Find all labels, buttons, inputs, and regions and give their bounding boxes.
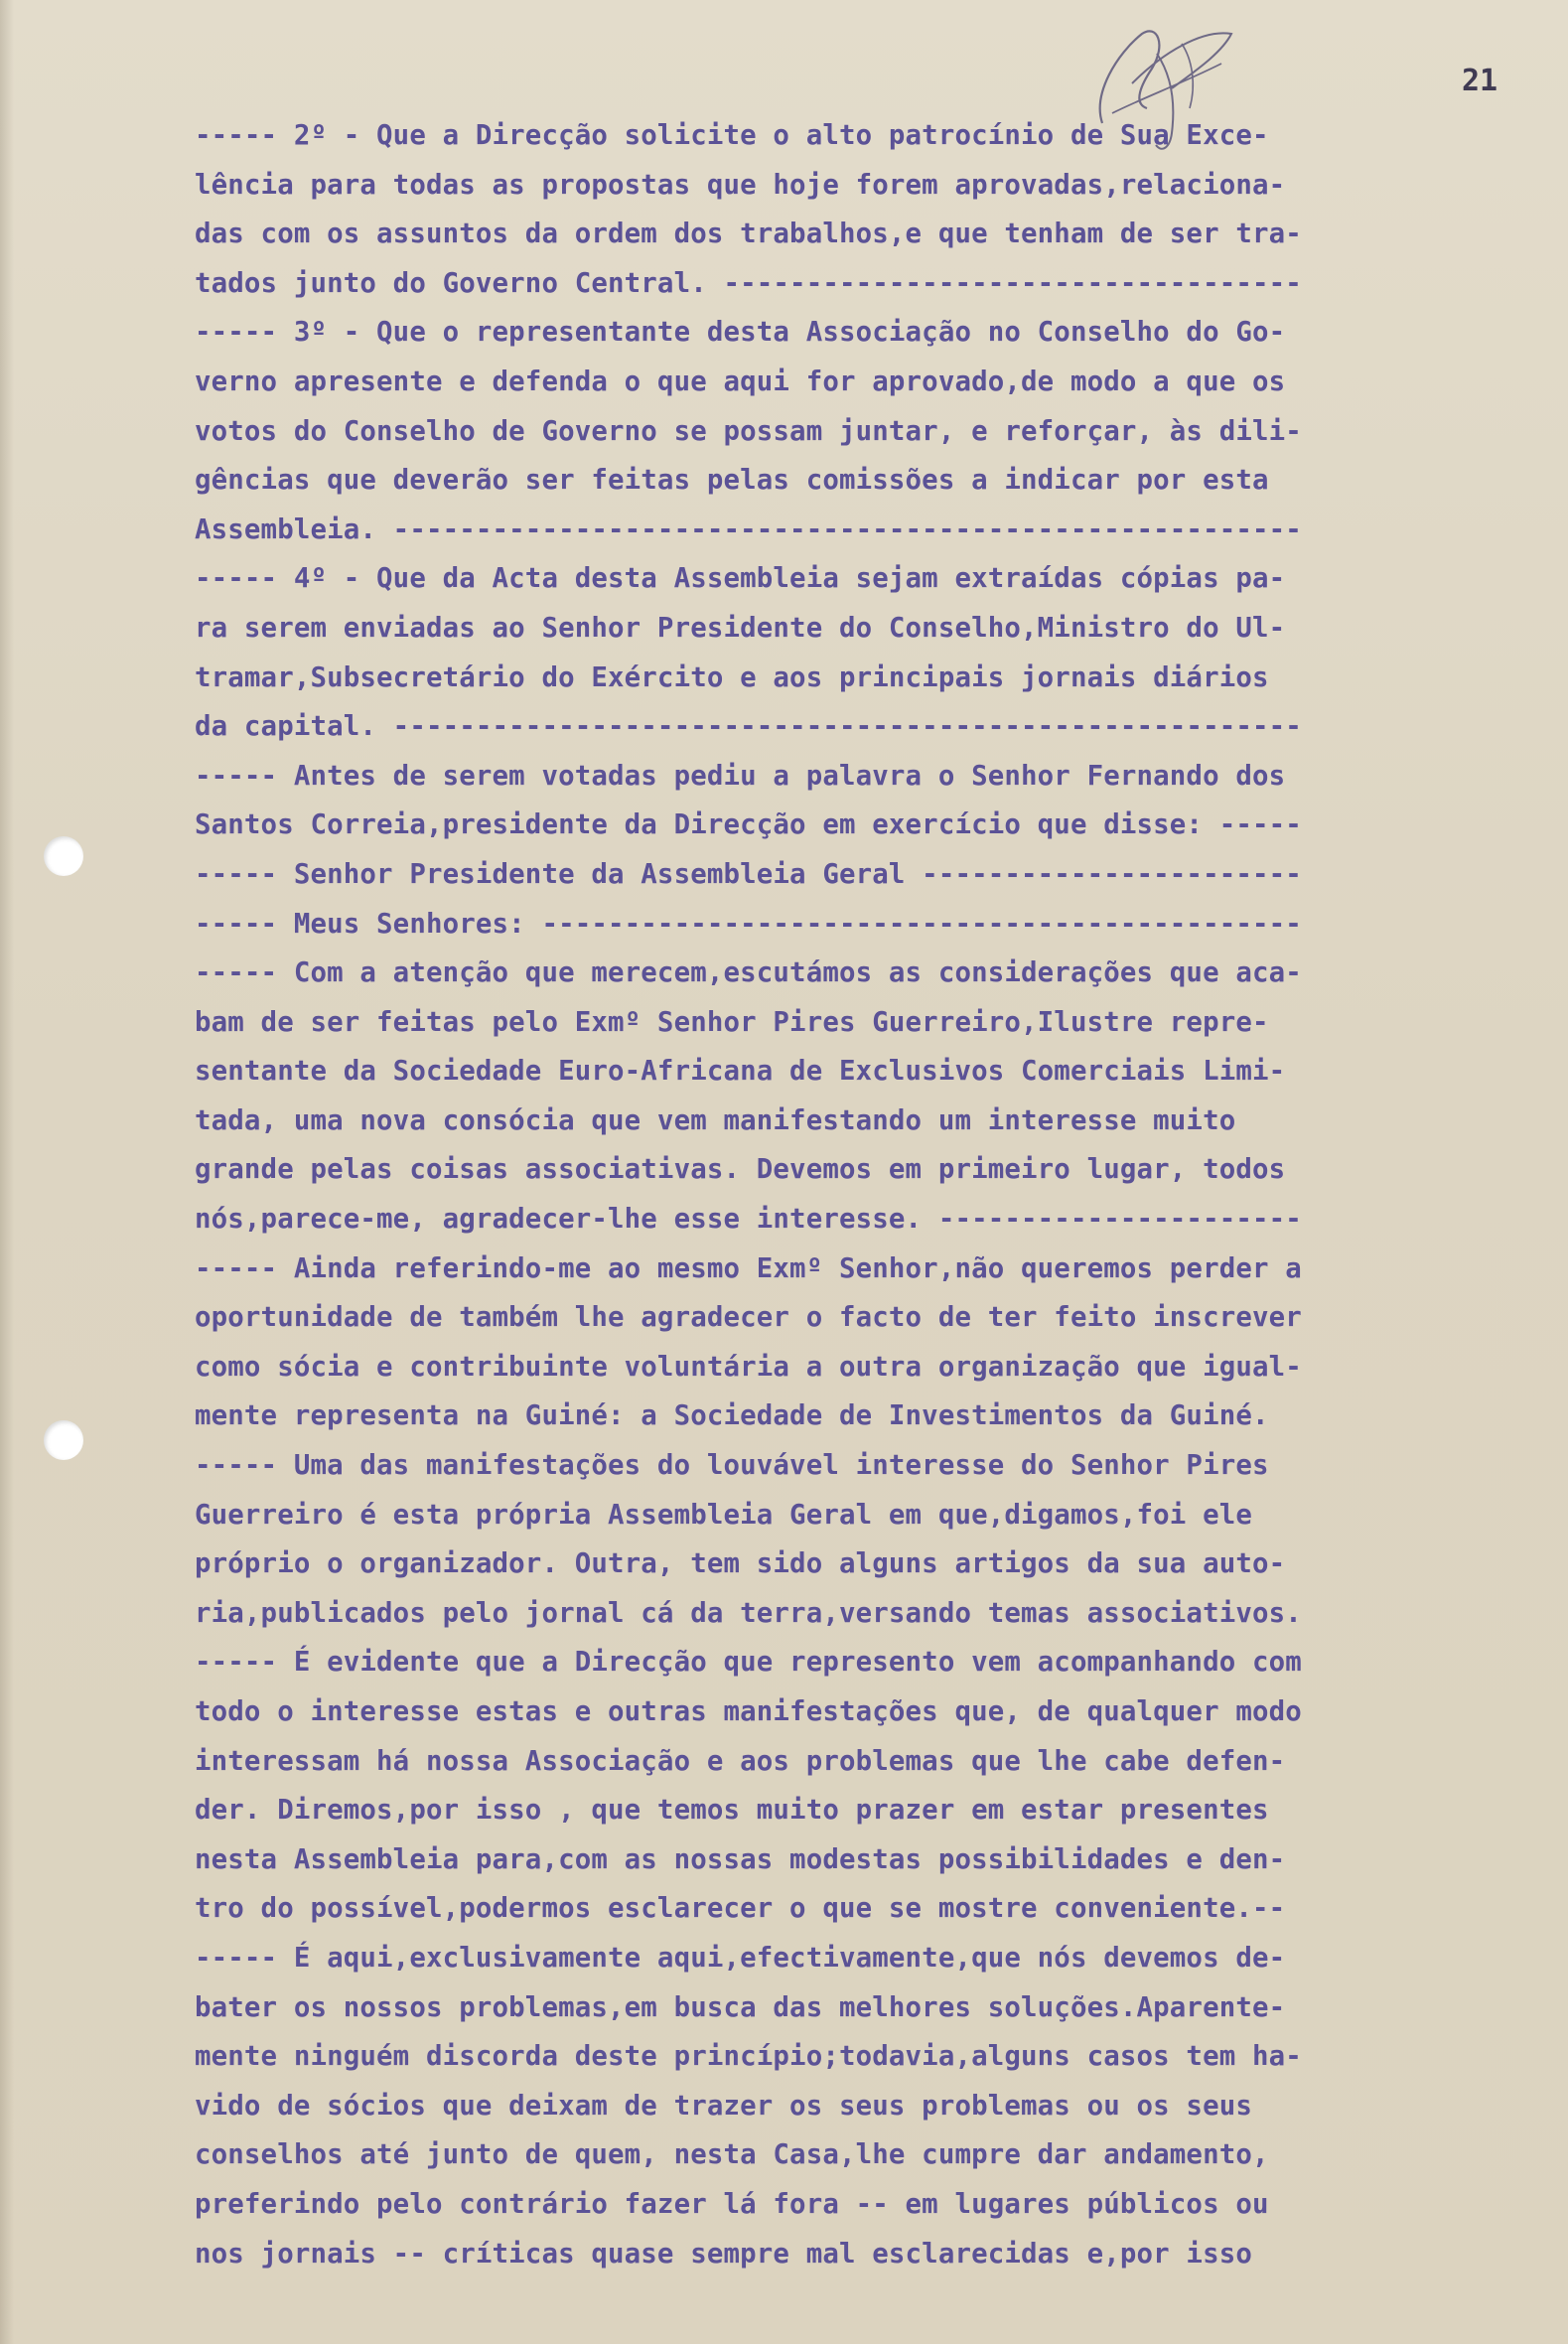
text-line: mente ninguém discorda deste princípio;todavia,alguns casos tem ha- [195,2041,1302,2073]
text-line: interessam há nossa Associação e aos problemas que lhe cabe defen- [195,1745,1286,1777]
text-line: gências que deverão ser feitas pelas comissões a indicar por esta [195,465,1269,497]
text-line: Assembleia. ------------------------------------------------------- [195,513,1302,545]
typed-text-body [195,111,1565,2278]
text-line: todo o interesse estas e outras manifestações que, de qualquer modo [195,1696,1302,1727]
text-line: bater os nossos problemas,em busca das melhores soluções.Aparente- [195,1991,1286,2023]
text-line: tro do possível,podermos esclarecer o que se mostre conveniente.-- [195,1893,1286,1925]
text-line: der. Diremos,por isso , que temos muito prazer em estar presentes [195,1795,1269,1827]
text-line: Guerreiro é esta própria Assembleia Geral em que,digamos,foi ele [195,1499,1252,1531]
text-line: ----- Com a atenção que merecem,escutámos as considerações que aca- [195,957,1302,989]
text-line: como sócia e contribuinte voluntária a outra organização que igual- [195,1351,1302,1383]
text-line: nesta Assembleia para,com as nossas modestas possibilidades e den- [195,1843,1286,1875]
text-line: bam de ser feitas pelo Exmº Senhor Pires Guerreiro,Ilustre repre- [195,1006,1269,1038]
text-line: ----- Uma das manifestações do louvável interesse do Senhor Pires [195,1450,1269,1482]
text-line: nos jornais -- críticas quase sempre mal esclarecidas e,por isso [195,2238,1252,2270]
text-line: tada, uma nova consócia que vem manifestando um interesse muito [195,1104,1236,1136]
punch-hole-icon [44,1420,83,1460]
text-line: ria,publicados pelo jornal cá da terra,versando temas associativos. [195,1597,1302,1629]
text-line: ----- 2º - Que a Direcção solicite o alto patrocínio de Sua Exce- [195,120,1269,151]
text-line: grande pelas coisas associativas. Devemos em primeiro lugar, todos [195,1154,1286,1186]
text-line: ----- É evidente que a Direcção que represento vem acompanhando com [195,1647,1302,1679]
text-line: votos do Conselho de Governo se possam juntar, e reforçar, às dili- [195,415,1302,447]
text-line: ----- Antes de serem votadas pediu a palavra o Senhor Fernando dos [195,760,1286,792]
text-line: da capital. ------------------------------------------------------- [195,711,1302,743]
text-line: das com os assuntos da ordem dos trabalhos,e que tenham de ser tra- [195,219,1302,250]
text-line: vido de sócios que deixam de trazer os seus problemas ou os seus [195,2090,1252,2122]
text-line: ----- Ainda referindo-me ao mesmo Exmº Senhor,não queremos perder a [195,1252,1302,1284]
text-line: tramar,Subsecretário do Exército e aos principais jornais diários [195,661,1269,693]
text-line: mente representa na Guiné: a Sociedade de Investimentos da Guiné. [195,1400,1269,1432]
page-number: 21 [1462,64,1498,98]
text-line: sentante da Sociedade Euro-Africana de Exclusivos Comerciais Limi- [195,1056,1286,1088]
page-edge-shadow [0,0,14,2344]
text-line: verno apresente e defenda o que aqui for aprovado,de modo a que os [195,366,1286,397]
text-line: ra serem enviadas ao Senhor Presidente do Conselho,Ministro do Ul- [195,612,1286,644]
text-line: ----- Senhor Presidente da Assembleia Geral ----------------------- [195,858,1302,890]
text-line: conselhos até junto de quem, nesta Casa,lhe cumpre dar andamento, [195,2139,1269,2171]
text-line: nós,parece-me, agradecer-lhe esse interesse. ---------------------- [195,1204,1302,1236]
text-line: ----- 4º - Que da Acta desta Assembleia sejam extraídas cópias pa- [195,563,1286,595]
text-line: próprio o organizador. Outra, tem sido alguns artigos da sua auto- [195,1548,1286,1580]
text-line: ----- É aqui,exclusivamente aqui,efectivamente,que nós devemos de- [195,1942,1286,1974]
text-line: oportunidade de também lhe agradecer o facto de ter feito inscrever [195,1302,1302,1334]
punch-hole-icon [44,836,83,876]
text-line: ----- Meus Senhores: ---------------------------------------------- [195,908,1302,940]
text-line: ----- 3º - Que o representante desta Associação no Conselho do Go- [195,317,1286,349]
text-line: tados junto do Governo Central. ----------------------------------- [195,267,1302,299]
text-line: preferindo pelo contrário fazer lá fora -- em lugares públicos ou [195,2188,1269,2220]
text-line: lência para todas as propostas que hoje forem aprovadas,relaciona- [195,169,1286,201]
text-line: Santos Correia,presidente da Direcção em exercício que disse: ----- [195,809,1302,841]
